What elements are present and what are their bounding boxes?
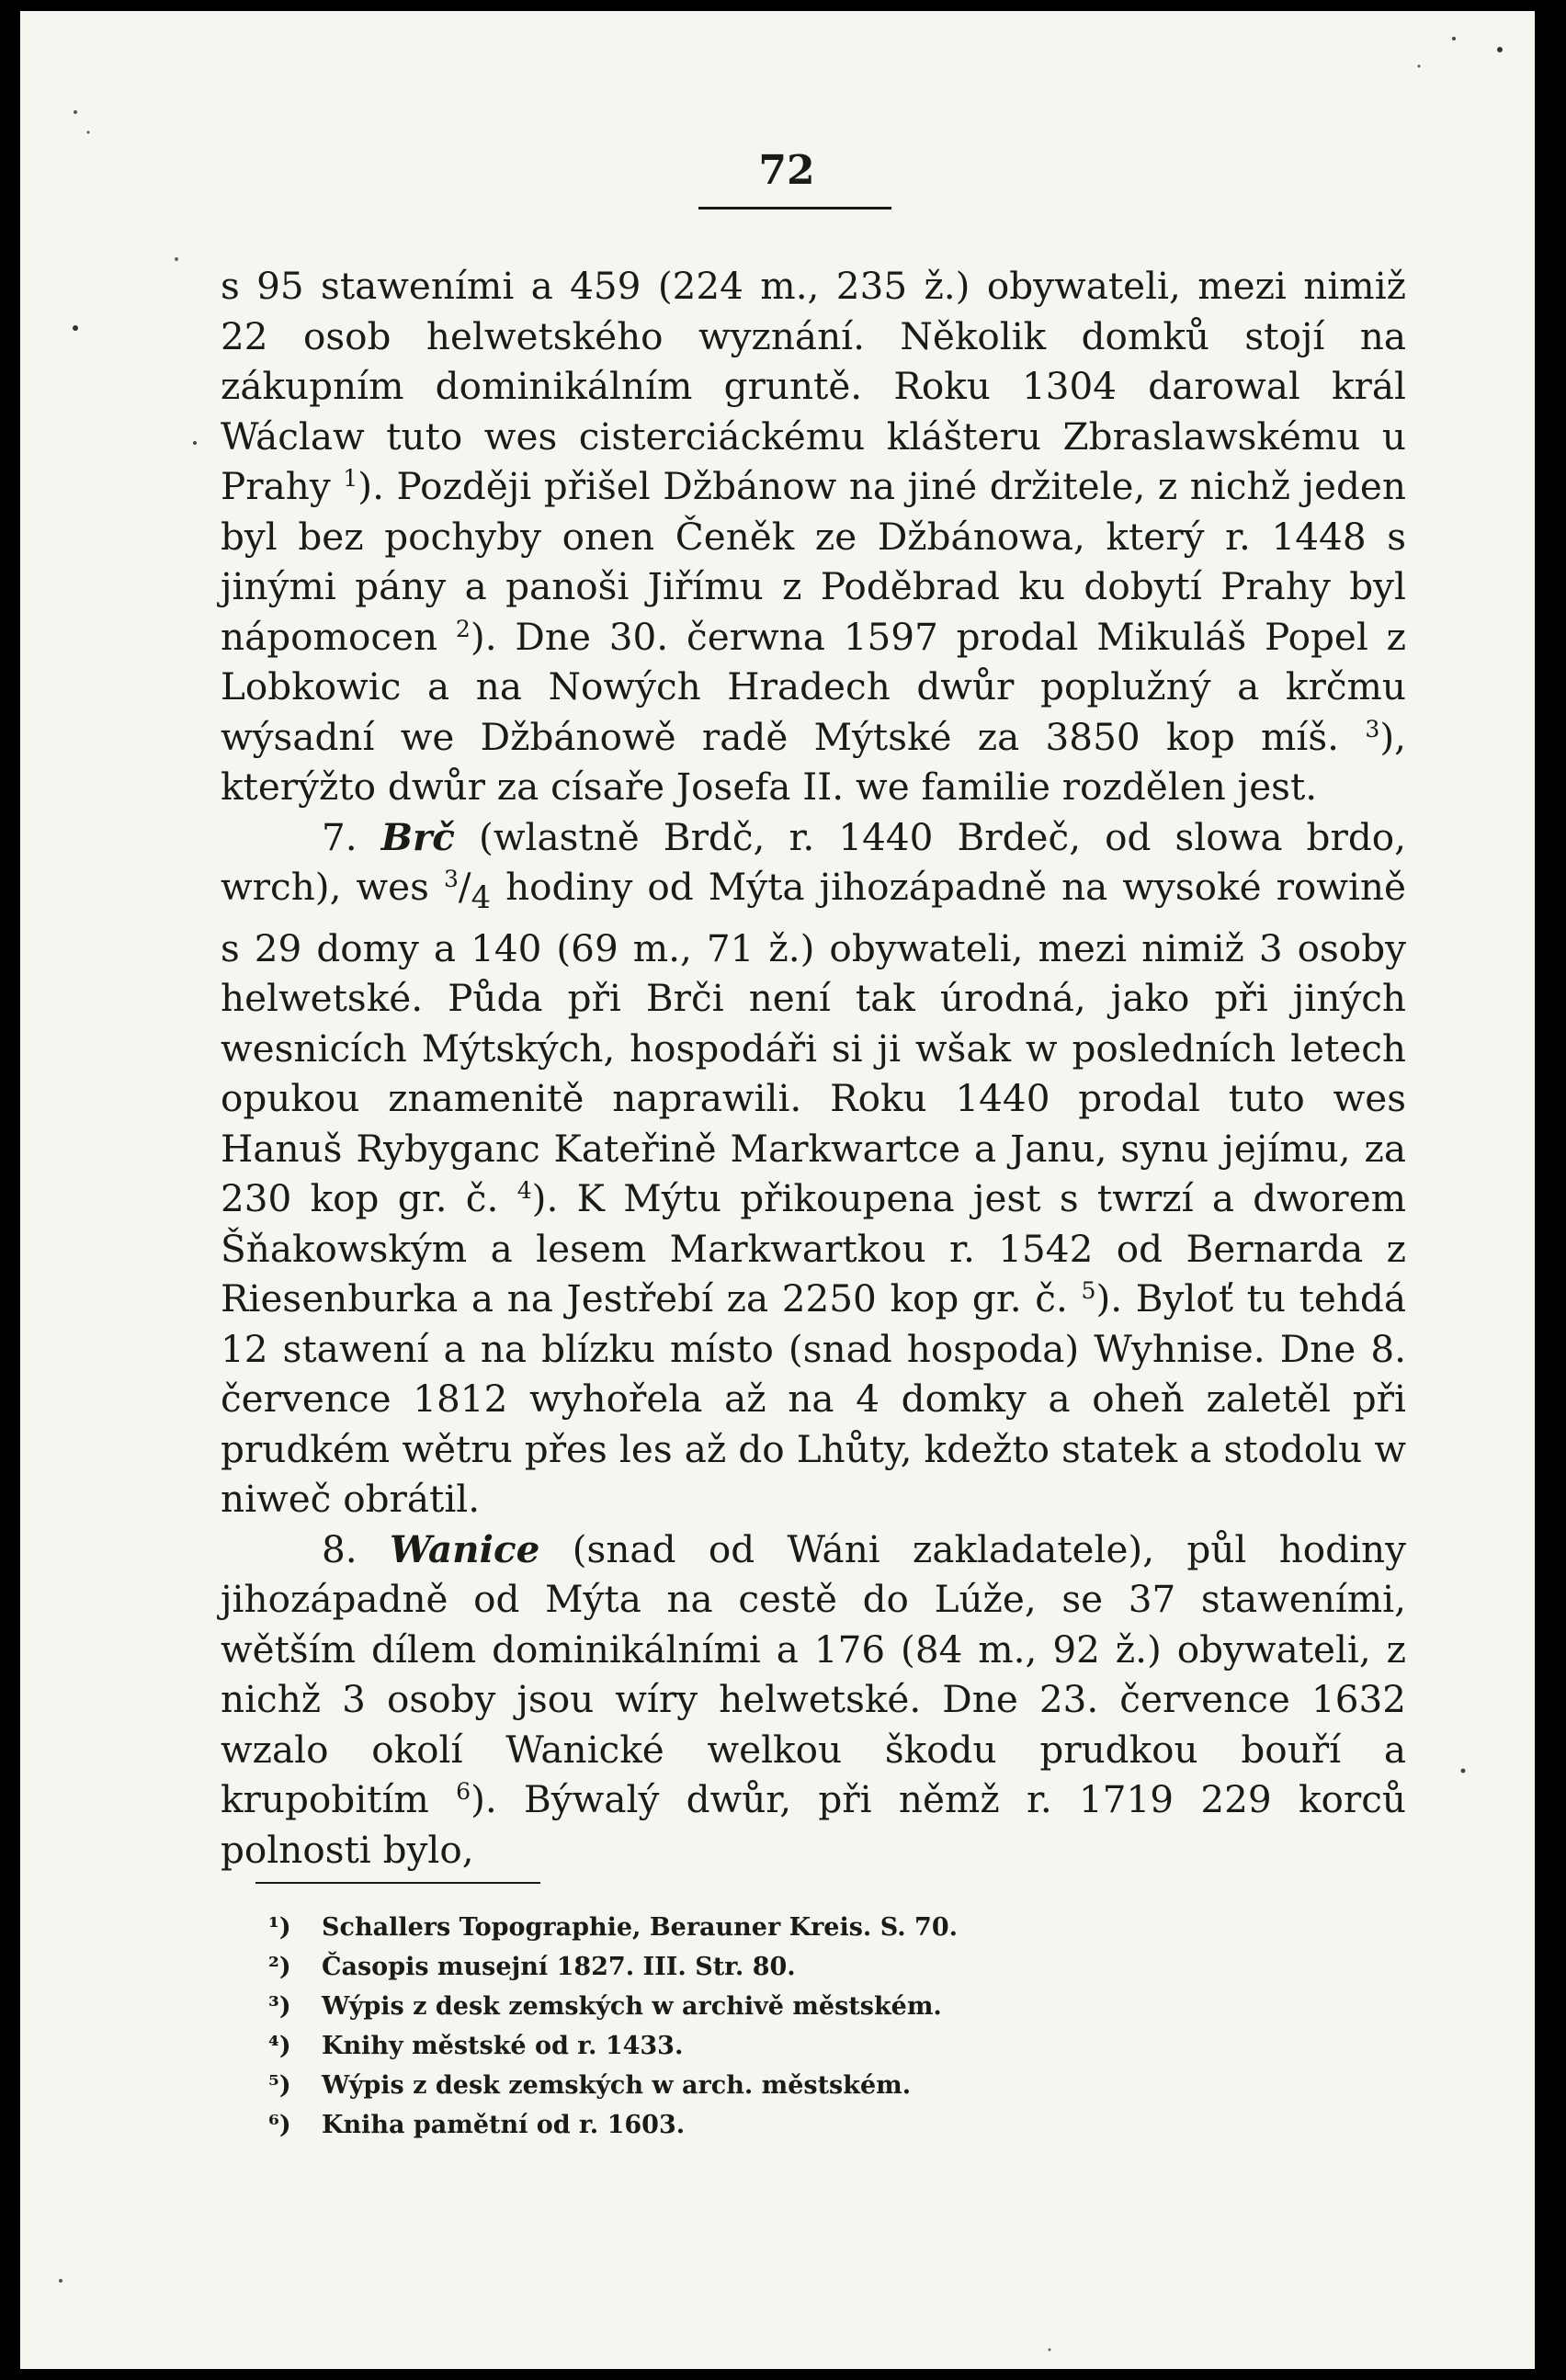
paragraph bbox=[221, 1524, 1406, 1876]
page-number: 72 bbox=[758, 147, 815, 194]
footnote-ref: 6 bbox=[456, 1778, 471, 1806]
footnote bbox=[268, 2105, 1279, 2145]
footnote-text: Schallers Topographie, Berauner Kreis. S. 70. bbox=[322, 1913, 959, 1942]
footnote-text: Časopis musejní 1827. III. Str. 80. bbox=[322, 1953, 796, 1981]
body-text bbox=[221, 261, 1406, 1875]
paragraph bbox=[221, 812, 1406, 1524]
text-run: ), kterýžto dwůr za císaře Josefa II. we familie rozdělen jest. bbox=[221, 714, 1406, 809]
footnote bbox=[268, 2066, 1279, 2105]
text-run: hodiny od Mýta jihozápadně na wysoké rowině s 29 domy a 140 (69 m., 71 ž.) obywateli, mezi nimiž 3 osoby helwetské. Půda při Brči není tak úrodná, jako při jiných wesnicích Mýtských, hospodáři si ji wšak w posledních letech opukou znamenitě naprawili. Roku 1440 prodal tuto wes Hanuš Rybyganc Kateřině Markwartce a Janu, synu jejímu, za 230 kop gr. č. bbox=[221, 865, 1406, 1221]
footnote bbox=[268, 1987, 1279, 2026]
footnote-ref: 3 bbox=[443, 866, 459, 893]
footnote-text: Wýpis z desk zemských w arch. městském. bbox=[322, 2071, 912, 2100]
footnote-mark: ⁶) bbox=[268, 2111, 291, 2139]
footnote bbox=[268, 1908, 1279, 1947]
footnote-ref: 5 bbox=[1081, 1277, 1096, 1305]
footnote-text: Knihy městské od r. 1433. bbox=[322, 2032, 684, 2060]
footnote-mark: ⁴) bbox=[268, 2032, 291, 2060]
book-page bbox=[20, 11, 1535, 2369]
footnote-ref: 3 bbox=[1365, 715, 1380, 742]
footnote-text: Wýpis z desk zemských w archivě městském. bbox=[322, 1992, 942, 2021]
text-run: (wlastně Brdč, r. 1440 Brdeč, od slowa brdo, wrch), wes bbox=[221, 814, 1407, 909]
footnote-text: Kniha pamětní od r. 1603. bbox=[322, 2111, 686, 2139]
footnote-ref: 4 bbox=[516, 1177, 532, 1205]
footnote bbox=[268, 1947, 1279, 1987]
text-run: s 95 staweními a 459 (224 m., 235 ž.) obywateli, mezi nimiž 22 osob helwetského wyznání. Několik domků stojí na zákupním dominikálním gruntě. Roku 1304 darowal král Wáclaw tuto wes cisterciáckému klášteru Zbraslawskému u Prahy bbox=[221, 264, 1406, 508]
text-run: 7. bbox=[322, 814, 381, 859]
footnote-mark: ⁵) bbox=[268, 2071, 291, 2100]
page-number-rule bbox=[698, 207, 891, 210]
fraction-denominator: 4 bbox=[471, 879, 492, 916]
place-name: Brč bbox=[380, 814, 455, 859]
text-run: 8. bbox=[322, 1526, 390, 1571]
text-run: ). Býwalý dwůr, při němž r. 1719 229 korců polnosti bylo, bbox=[221, 1777, 1406, 1872]
footnote-ref: 1 bbox=[343, 465, 358, 493]
footnote bbox=[268, 2026, 1279, 2066]
paragraph bbox=[221, 261, 1406, 812]
footnote-mark: ¹) bbox=[268, 1913, 291, 1942]
footnote-rule bbox=[255, 1882, 540, 1884]
text-run: ). Byloť tu tehdá 12 stawení a na blízku místo (snad hospoda) Wyhnise. Dne 8. července 1812 wyhořela až na 4 domky a oheň zaletěl při prudkém wětru přes les až do Lhůty, kdežto statek a stodolu w niweč obrátil. bbox=[221, 1276, 1406, 1522]
footnote-ref: 2 bbox=[455, 615, 471, 642]
place-name: Wanice bbox=[389, 1526, 540, 1571]
text-run: (snad od Wáni zakladatele), půl hodiny jihozápadně od Mýta na cestě do Lúže, se 37 staweními, wětším dílem dominikálními a 176 (84 m., 92 ž.) obywateli, z nichž 3 osoby jsou wíry helwetské. Dne 23. července 1632 wzalo okolí Wanické welkou škodu prudkou bouří a krupobitím bbox=[221, 1526, 1407, 1822]
text-run: ). Dne 30. čerwna 1597 prodal Mikuláš Popel z Lobkowic a na Nowých Hradech dwůr poplužný a krčmu wýsadní we Džbánowě radě Mýtské za 3850 kop míš. bbox=[221, 614, 1406, 759]
footnote-mark: ²) bbox=[268, 1953, 291, 1981]
footnote-mark: ³) bbox=[268, 1992, 291, 2021]
text-run: / bbox=[458, 865, 471, 909]
text-run: ). Později přišel Džbánow na jiné držitele, z nichž jeden byl bez pochyby onen Čeněk ze Džbánowa, který r. 1448 s jinými pány a panoši Jiřímu z Poděbrad ku dobytí Prahy byl nápomocen bbox=[221, 464, 1406, 659]
text-run: ). K Mýtu přikoupena jest s twrzí a dworem Šňakowským a lesem Markwartkou r. 1542 od Bernarda z Riesenburka a na Jestřebí za 2250 kop gr. č. bbox=[221, 1176, 1407, 1321]
footnotes bbox=[268, 1908, 1279, 2145]
